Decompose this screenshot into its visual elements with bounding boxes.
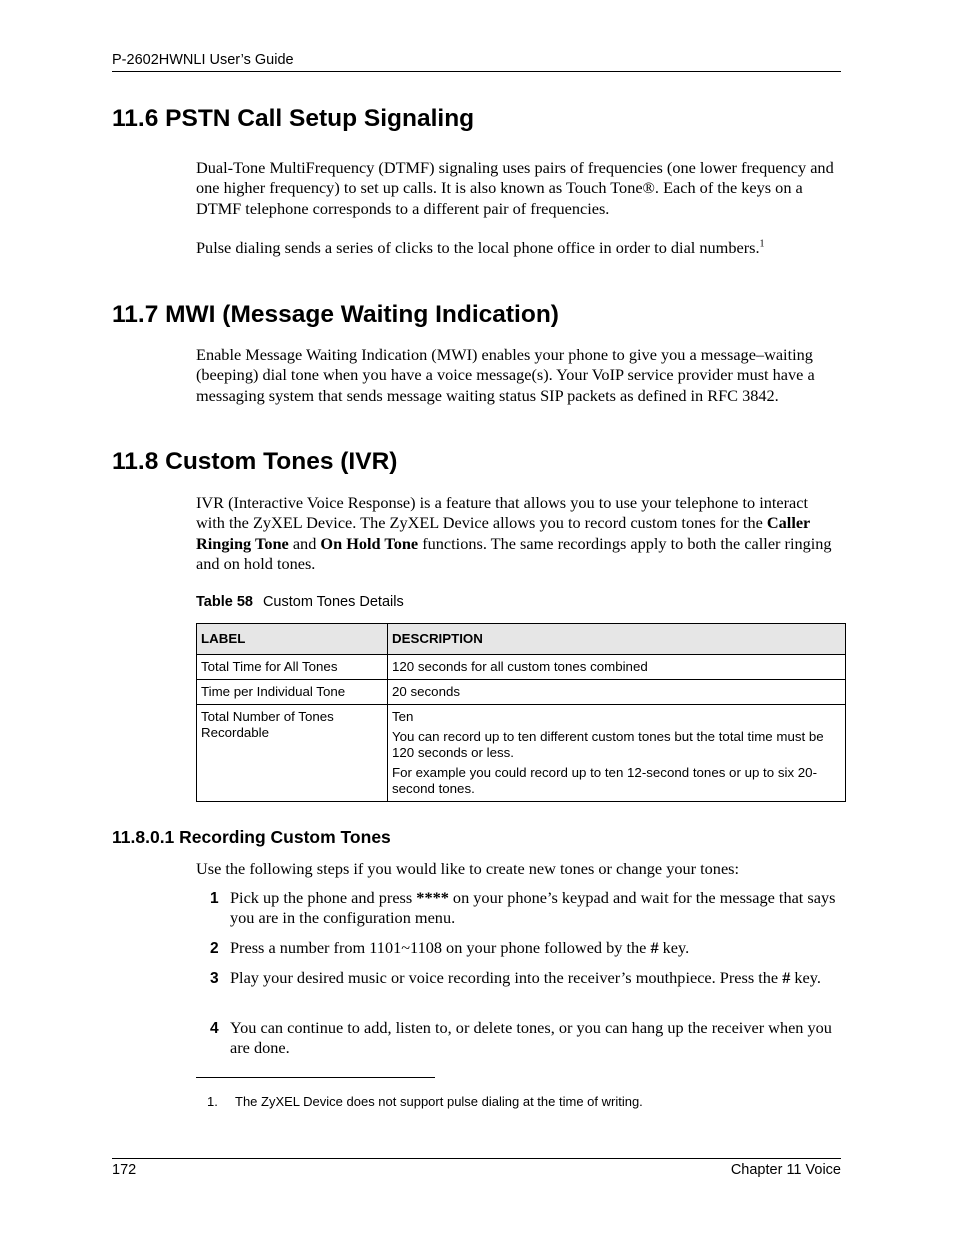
step-number: 4 <box>210 1020 219 1037</box>
list-item <box>210 938 841 959</box>
page-number: 172 <box>112 1162 137 1178</box>
list-item <box>210 888 841 929</box>
description-line: 20 seconds <box>392 684 461 699</box>
chapter-label: Chapter 11 Voice <box>730 1162 841 1178</box>
footnote-rule <box>196 1077 435 1078</box>
step-text-part: Press a number from 1101~1108 on your phone followed by the <box>230 938 651 957</box>
section-11-7-paragraph: Enable Message Waiting Indication (MWI) enables your phone to give you a message–waiting (beeping) dial tone when you have a voice message(s). Your VoIP service provider must have a messaging system that sends message waiting status SIP packets as defined in RFC 3842. <box>196 345 815 405</box>
step-number: 3 <box>210 970 219 987</box>
table-row <box>197 655 846 680</box>
step-key-code: # <box>782 968 791 987</box>
section-11-7-heading: 11.7 MWI (Message Waiting Indication) <box>112 301 559 328</box>
description-line: Ten <box>392 709 414 724</box>
footnote-text: The ZyXEL Device does not support pulse dialing at the time of writing. <box>235 1094 643 1109</box>
table-cell-label: Total Time for All Tones <box>197 655 388 680</box>
table-caption-title: Custom Tones Details <box>262 594 404 610</box>
step-key-code: **** <box>416 888 449 907</box>
section-11-8-0-1-heading: 11.8.0.1 Recording Custom Tones <box>112 827 391 847</box>
recording-intro: Use the following steps if you would like to create new tones or change your tones: <box>196 859 740 878</box>
step-text-part: Pick up the phone and press <box>230 888 417 907</box>
step-text-part: on your phone’s keypad and wait for the message that says you are in the configuration menu. <box>230 888 836 928</box>
step-number: 2 <box>210 940 219 957</box>
footer-rule <box>112 1158 841 1159</box>
custom-tones-table <box>196 623 846 802</box>
description-line: For example you could record up to ten 12-second tones or up to six 20-second tones. <box>392 765 818 796</box>
pulse-dialing-text: Pulse dialing sends a series of clicks to the local phone office in order to dial numbers. <box>196 238 760 257</box>
section-11-6-paragraph-1: Dual-Tone MultiFrequency (DTMF) signaling uses pairs of frequencies (one lower frequency and one higher frequency) to set up calls. It is also known as Touch Tone®. Each of the keys on a DTMF telephone corresponds to a different pair of frequencies. <box>196 158 834 218</box>
list-item <box>210 1018 841 1059</box>
footnote-reference[interactable]: 1 <box>759 238 765 250</box>
caller-ringing-tone-term: Caller Ringing Tone <box>196 513 810 553</box>
table-cell-description <box>388 705 846 802</box>
step-text <box>230 1018 841 1059</box>
step-text <box>230 968 841 989</box>
table-caption <box>196 594 404 610</box>
table-header-label: LABEL <box>197 624 388 655</box>
table-cell-description <box>388 655 846 680</box>
step-text-part: You can continue to add, listen to, or delete tones, or you can hang up the receiver when you are done. <box>230 1018 832 1058</box>
header-rule <box>112 71 841 72</box>
step-number: 1 <box>210 890 219 907</box>
table-row <box>197 680 846 705</box>
step-text-part: key. <box>790 968 821 987</box>
table-cell-label: Time per Individual Tone <box>197 680 388 705</box>
step-text-part: Play your desired music or voice recording into the receiver’s mouthpiece. Press the <box>230 968 783 987</box>
footnote <box>207 1094 643 1109</box>
table-header-row <box>197 624 846 655</box>
footnote-number: 1. <box>207 1094 218 1109</box>
table-cell-label: Total Number of Tones Recordable <box>197 705 388 802</box>
step-text-part: key. <box>658 938 690 957</box>
on-hold-tone-term: On Hold Tone <box>320 533 419 553</box>
section-11-6-heading: 11.6 PSTN Call Setup Signaling <box>112 105 475 132</box>
description-line: 120 seconds for all custom tones combined <box>392 659 648 674</box>
step-text <box>230 888 841 929</box>
ivr-text-2: and <box>288 533 321 553</box>
section-11-8-paragraph <box>196 493 841 574</box>
description-line: You can record up to ten different custom tones but the total time must be 120 seconds or less. <box>392 729 824 760</box>
list-item <box>210 968 841 989</box>
running-header: P-2602HWNLI User’s Guide <box>112 52 294 68</box>
section-11-8-heading: 11.8 Custom Tones (IVR) <box>112 448 398 475</box>
table-header-description: DESCRIPTION <box>388 624 846 655</box>
ivr-text-3: functions. The same recordings apply to both the caller ringing and on hold tones. <box>196 533 832 573</box>
table-caption-label: Table 58 <box>196 594 253 610</box>
table-row <box>197 705 846 802</box>
table-cell-description <box>388 680 846 705</box>
ivr-text-1: IVR (Interactive Voice Response) is a feature that allows you to use your telephone to interact with the ZyXEL Device. The ZyXEL Device allows you to record custom tones for the <box>196 493 809 533</box>
step-text <box>230 938 841 959</box>
section-11-6-paragraph-2 <box>196 238 841 258</box>
step-key-code: # <box>650 938 659 957</box>
